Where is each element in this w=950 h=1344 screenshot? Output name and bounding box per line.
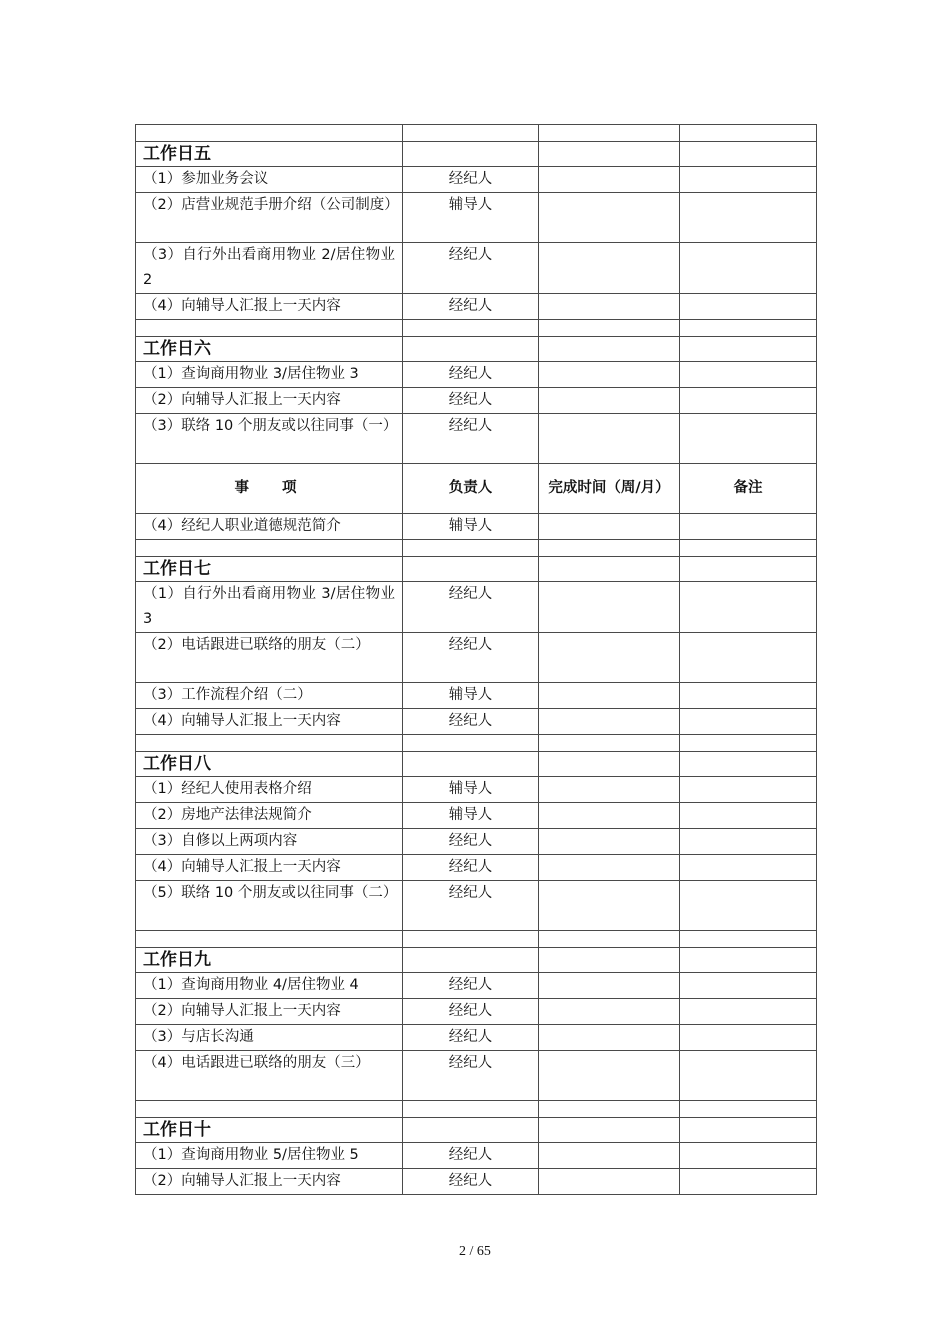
empty-cell xyxy=(403,1118,539,1143)
spacer-row xyxy=(136,320,817,337)
header-item: 事 项 xyxy=(136,464,403,514)
completion-time-cell xyxy=(539,167,680,193)
table-row xyxy=(136,582,817,633)
workday-title: 工作日六 xyxy=(136,337,403,362)
table-row xyxy=(136,999,817,1025)
empty-cell xyxy=(680,735,817,752)
task-description: （2）向辅导人汇报上一天内容 xyxy=(136,999,403,1025)
completion-time-cell xyxy=(539,1143,680,1169)
note-cell xyxy=(680,1051,817,1101)
task-owner: 经纪人 xyxy=(403,388,539,414)
empty-cell xyxy=(403,125,539,142)
empty-cell xyxy=(539,320,680,337)
table-row xyxy=(136,881,817,931)
empty-cell xyxy=(539,1118,680,1143)
task-owner: 经纪人 xyxy=(403,829,539,855)
empty-cell xyxy=(680,337,817,362)
note-cell xyxy=(680,709,817,735)
empty-cell xyxy=(403,931,539,948)
empty-cell xyxy=(680,1118,817,1143)
completion-time-cell xyxy=(539,829,680,855)
empty-cell xyxy=(403,557,539,582)
table-row xyxy=(136,803,817,829)
completion-time-cell xyxy=(539,388,680,414)
note-cell xyxy=(680,803,817,829)
task-description: （1）自行外出看商用物业 3/居住物业 3 xyxy=(136,582,403,633)
empty-cell xyxy=(680,557,817,582)
task-owner: 经纪人 xyxy=(403,973,539,999)
task-owner: 辅导人 xyxy=(403,514,539,540)
task-description: （1）查询商用物业 5/居住物业 5 xyxy=(136,1143,403,1169)
completion-time-cell xyxy=(539,414,680,464)
header-completion-time: 完成时间（周/月） xyxy=(539,464,680,514)
note-cell xyxy=(680,855,817,881)
task-description: （1）参加业务会议 xyxy=(136,167,403,193)
task-owner: 经纪人 xyxy=(403,243,539,294)
workday-header-row xyxy=(136,752,817,777)
spacer-row xyxy=(136,931,817,948)
completion-time-cell xyxy=(539,193,680,243)
empty-cell xyxy=(136,931,403,948)
task-description: （4）向辅导人汇报上一天内容 xyxy=(136,709,403,735)
note-cell xyxy=(680,1169,817,1195)
completion-time-cell xyxy=(539,243,680,294)
empty-cell xyxy=(680,320,817,337)
task-description: （3）与店长沟通 xyxy=(136,1025,403,1051)
empty-cell xyxy=(680,931,817,948)
task-owner: 经纪人 xyxy=(403,1051,539,1101)
table-row xyxy=(136,193,817,243)
task-owner: 经纪人 xyxy=(403,1169,539,1195)
empty-cell xyxy=(680,948,817,973)
task-description: （2）店营业规范手册介绍（公司制度） xyxy=(136,193,403,243)
empty-cell xyxy=(136,320,403,337)
table-row xyxy=(136,1025,817,1051)
table-row xyxy=(136,414,817,464)
task-description: （3）联络 10 个朋友或以往同事（一） xyxy=(136,414,403,464)
workday-header-row xyxy=(136,337,817,362)
spacer-row xyxy=(136,125,817,142)
spacer-row xyxy=(136,540,817,557)
task-owner: 经纪人 xyxy=(403,362,539,388)
header-owner: 负责人 xyxy=(403,464,539,514)
note-cell xyxy=(680,388,817,414)
page-number: 2 / 65 xyxy=(459,1244,491,1259)
completion-time-cell xyxy=(539,855,680,881)
table-row xyxy=(136,167,817,193)
empty-cell xyxy=(539,1101,680,1118)
task-description: （3）自行外出看商用物业 2/居住物业 2 xyxy=(136,243,403,294)
completion-time-cell xyxy=(539,362,680,388)
note-cell xyxy=(680,1025,817,1051)
table-row xyxy=(136,973,817,999)
completion-time-cell xyxy=(539,881,680,931)
workday-header-row xyxy=(136,142,817,167)
task-description: （2）向辅导人汇报上一天内容 xyxy=(136,388,403,414)
completion-time-cell xyxy=(539,1025,680,1051)
table-row xyxy=(136,1051,817,1101)
table-row xyxy=(136,362,817,388)
task-owner: 经纪人 xyxy=(403,633,539,683)
note-cell xyxy=(680,683,817,709)
task-owner: 辅导人 xyxy=(403,803,539,829)
note-cell xyxy=(680,777,817,803)
table-row xyxy=(136,243,817,294)
task-owner: 辅导人 xyxy=(403,683,539,709)
note-cell xyxy=(680,243,817,294)
empty-cell xyxy=(680,125,817,142)
task-description: （4）向辅导人汇报上一天内容 xyxy=(136,294,403,320)
empty-cell xyxy=(539,735,680,752)
task-description: （1）经纪人使用表格介绍 xyxy=(136,777,403,803)
task-description: （4）电话跟进已联络的朋友（三） xyxy=(136,1051,403,1101)
empty-cell xyxy=(403,735,539,752)
table-row xyxy=(136,683,817,709)
workday-header-row xyxy=(136,1118,817,1143)
empty-cell xyxy=(136,1101,403,1118)
column-header-row xyxy=(136,464,817,514)
task-owner: 经纪人 xyxy=(403,414,539,464)
note-cell xyxy=(680,167,817,193)
task-description: （3）工作流程介绍（二） xyxy=(136,683,403,709)
task-owner: 经纪人 xyxy=(403,999,539,1025)
completion-time-cell xyxy=(539,683,680,709)
table-row xyxy=(136,777,817,803)
empty-cell xyxy=(136,735,403,752)
task-description: （2）房地产法律法规简介 xyxy=(136,803,403,829)
table-row xyxy=(136,388,817,414)
header-note: 备注 xyxy=(680,464,817,514)
completion-time-cell xyxy=(539,633,680,683)
empty-cell xyxy=(403,142,539,167)
empty-cell xyxy=(539,931,680,948)
task-description: （4）向辅导人汇报上一天内容 xyxy=(136,855,403,881)
task-description: （4）经纪人职业道德规范简介 xyxy=(136,514,403,540)
task-table-body xyxy=(136,125,817,1195)
note-cell xyxy=(680,1143,817,1169)
table-row xyxy=(136,514,817,540)
task-owner: 辅导人 xyxy=(403,777,539,803)
empty-cell xyxy=(680,752,817,777)
task-owner: 经纪人 xyxy=(403,709,539,735)
workday-title: 工作日八 xyxy=(136,752,403,777)
task-owner: 经纪人 xyxy=(403,855,539,881)
completion-time-cell xyxy=(539,803,680,829)
task-description: （2）电话跟进已联络的朋友（二） xyxy=(136,633,403,683)
empty-cell xyxy=(539,142,680,167)
note-cell xyxy=(680,582,817,633)
workday-title: 工作日九 xyxy=(136,948,403,973)
table-row xyxy=(136,1169,817,1195)
spacer-row xyxy=(136,735,817,752)
empty-cell xyxy=(539,557,680,582)
empty-cell xyxy=(539,948,680,973)
note-cell xyxy=(680,414,817,464)
task-owner: 经纪人 xyxy=(403,167,539,193)
task-description: （5）联络 10 个朋友或以往同事（二） xyxy=(136,881,403,931)
note-cell xyxy=(680,193,817,243)
task-owner: 经纪人 xyxy=(403,294,539,320)
completion-time-cell xyxy=(539,1169,680,1195)
workday-title: 工作日七 xyxy=(136,557,403,582)
task-owner: 经纪人 xyxy=(403,881,539,931)
table-row xyxy=(136,1143,817,1169)
note-cell xyxy=(680,973,817,999)
empty-cell xyxy=(539,125,680,142)
empty-cell xyxy=(539,540,680,557)
empty-cell xyxy=(539,752,680,777)
task-description: （3）自修以上两项内容 xyxy=(136,829,403,855)
workday-header-row xyxy=(136,557,817,582)
completion-time-cell xyxy=(539,514,680,540)
empty-cell xyxy=(403,337,539,362)
empty-cell xyxy=(680,1101,817,1118)
completion-time-cell xyxy=(539,582,680,633)
note-cell xyxy=(680,999,817,1025)
empty-cell xyxy=(539,337,680,362)
empty-cell xyxy=(680,142,817,167)
empty-cell xyxy=(136,540,403,557)
note-cell xyxy=(680,362,817,388)
empty-cell xyxy=(403,752,539,777)
task-description: （2）向辅导人汇报上一天内容 xyxy=(136,1169,403,1195)
empty-cell xyxy=(403,320,539,337)
table-row xyxy=(136,855,817,881)
table-row xyxy=(136,633,817,683)
note-cell xyxy=(680,294,817,320)
completion-time-cell xyxy=(539,709,680,735)
completion-time-cell xyxy=(539,294,680,320)
completion-time-cell xyxy=(539,1051,680,1101)
empty-cell xyxy=(403,948,539,973)
task-description: （1）查询商用物业 4/居住物业 4 xyxy=(136,973,403,999)
task-description: （1）查询商用物业 3/居住物业 3 xyxy=(136,362,403,388)
task-owner: 辅导人 xyxy=(403,193,539,243)
task-owner: 经纪人 xyxy=(403,582,539,633)
empty-cell xyxy=(403,540,539,557)
note-cell xyxy=(680,633,817,683)
workday-header-row xyxy=(136,948,817,973)
completion-time-cell xyxy=(539,777,680,803)
table-row xyxy=(136,829,817,855)
spacer-row xyxy=(136,1101,817,1118)
note-cell xyxy=(680,829,817,855)
workday-title: 工作日十 xyxy=(136,1118,403,1143)
task-table xyxy=(135,124,817,1195)
task-owner: 经纪人 xyxy=(403,1025,539,1051)
note-cell xyxy=(680,881,817,931)
task-owner: 经纪人 xyxy=(403,1143,539,1169)
completion-time-cell xyxy=(539,973,680,999)
table-row xyxy=(136,709,817,735)
table-row xyxy=(136,294,817,320)
empty-cell xyxy=(403,1101,539,1118)
empty-cell xyxy=(136,125,403,142)
empty-cell xyxy=(680,540,817,557)
note-cell xyxy=(680,514,817,540)
completion-time-cell xyxy=(539,999,680,1025)
workday-title: 工作日五 xyxy=(136,142,403,167)
